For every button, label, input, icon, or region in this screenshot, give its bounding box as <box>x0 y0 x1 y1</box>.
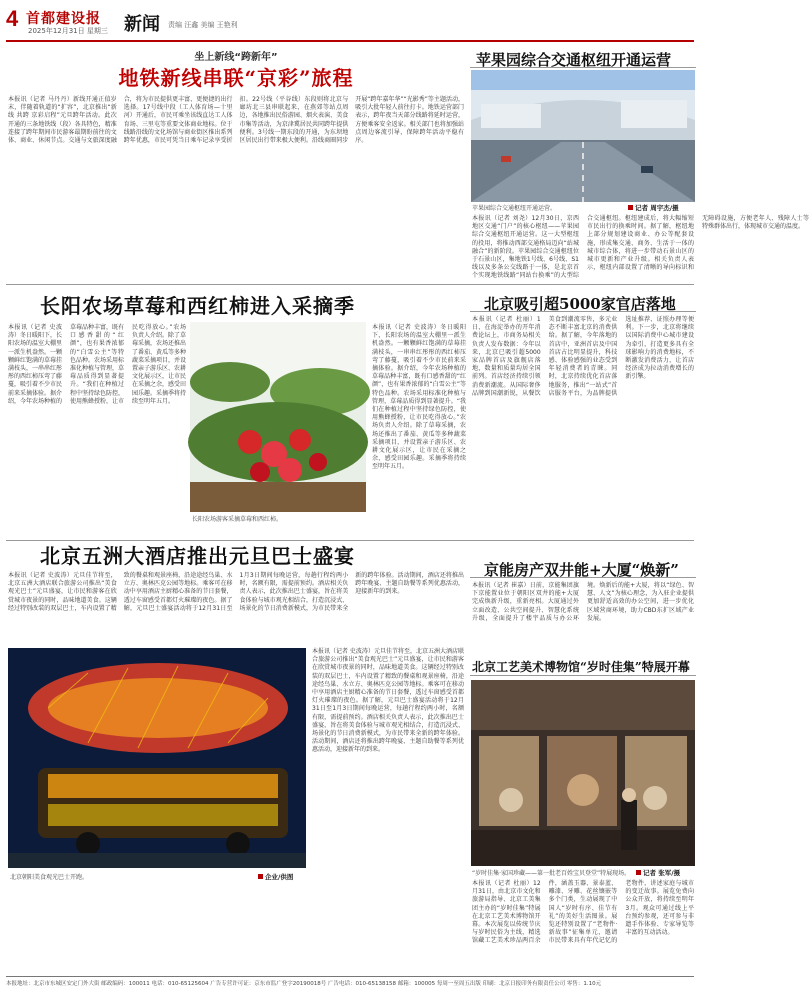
wuzhou-credit <box>258 872 318 882</box>
housing-headline: 京能房产双井能+大厦“焕新” <box>484 561 679 579</box>
museum-caption: “岁时佳集·家国珍藏——第一批老百姓宝贝登堂”特展现场。 <box>472 870 631 877</box>
museum-headline: 北京工艺美术博物馆“岁时佳集”特展开幕 <box>472 660 690 674</box>
masthead <box>6 4 694 42</box>
wuzhou-body-top: 本报讯（记者 史波涛）元旦佳节将至，北京五洲大酒店联合旅游公司推出“美食观光巴士”元旦盛宴，让市民和游客在欣赏城市夜景的同时，品味地道美食。这辆经过特别改装的双层巴士，车内设置了精致的餐桌和观景座椅，沿途途经鸟巢、水立方、奥林匹克公园等地标。乘客可在移动中享用酒店主厨精心准备的节日套餐，透过车窗感受首都灯火璀璨的夜色。据了解，元旦巴士盛宴活动将于12月31日至1月3日期间每晚运营，每趟行程约两小时，名额有限，需提前预约。酒店相关负责人表示，此次推出巴士盛宴，旨在将美食体验与城市观光相结合，打造沉浸式、场景化的节日消费新模式，为市民带来全新的跨年体验。活动期间，酒店还将推出跨年晚宴、主题自助餐等系列优惠活动，迎接新年的到来。 <box>8 572 464 612</box>
museum-photo <box>471 680 695 866</box>
bus-photo <box>8 648 306 868</box>
museum-credit <box>636 868 696 878</box>
housing-header <box>470 556 696 578</box>
credit-marker-icon <box>636 870 641 875</box>
pingguo-credit-text: 记者 周宇杰/摄 <box>635 204 679 212</box>
pingguo-body: 本报讯（记者 刘尧）12月30日，京西地区交通“门户”的核心枢纽——苹果园综合交通枢纽开通运营。这一大型枢纽的投用，将推动西部交通格局迈向“站城融合”的新阶段。苹果园综合交通枢纽位于石景山区，集地铁1号线、6号线、S1线以及多条公交线路于一体，是北京首个实现地铁线路“同站台换乘”的大型综合交通枢纽。枢纽建成后，将大幅缩短市民出行的换乘时间。据了解，枢纽地上部分规划建设商业、办公等配套设施，形成集交通、商务、生活于一体的城市综合体，将进一步带动石景山区的城市更新和产业升级。相关负责人表示，枢纽内部设置了清晰的导向标识和无障碍设施，方便老年人、残障人士等特殊群体出行，体现城市交通的温度。 <box>472 215 809 280</box>
subway-body: 本报讯（记者 马丹丹）新线开通正值岁末，伴随着轨道的“扩容”，北京推出“新线 共跨 京彩启程”元旦跨年活动。此次开通的三条地铁线（段）各具特色，精准连接了跨年期间市民游客最期盼前往的文体、商业、休闲节点。交通与文旅深度融合，将为市民提供更丰富、更便捷的出行选择。17号线中段（工人体育场—十里河）开通后，市民可乘坐该线直达工人体育场、三里屯等重要文体商业地标。位于线路沿线的文化场馆与商业街区推出系列跨年优惠，市民可凭当日乘车记录享受折扣。22号线（平谷线）东段则将北京与廊坊北三县串联起来，在燕郊等站点周边，各地推出民俗游园、烟火表演、美食市集等活动，为京津冀居民共同跨年提供便利。3号线一期东段的开通，为东坝地区居民出行带来极大便利。沿线商圈同步开展“跨年嘉年华”“光影秀”等主题活动，吸引大批年轻人前往打卡。地铁运营部门表示，跨年夜当天部分线路将延时运营，方便乘客安全返家。相关部门也将加强站点周边客流引导，保障跨年活动平稳有序。 <box>8 96 464 145</box>
wuzhou-headline: 北京五洲大酒店推出元旦巴士盛宴 <box>40 544 355 568</box>
changyang-photo <box>190 322 366 512</box>
divider <box>6 284 694 285</box>
pingguo-photo <box>471 70 695 202</box>
dateline: 2025年12月31日 星期三 <box>28 27 108 35</box>
subway-kicker: 坐上新线“跨新年” <box>194 52 278 63</box>
changyang-caption: 长阳农场游客采摘草莓和西红柿。 <box>192 516 283 523</box>
pingguo-headline: 苹果园综合交通枢纽开通运营 <box>476 51 672 69</box>
section-title: 新闻 <box>124 14 160 35</box>
credit-marker-icon <box>258 874 263 879</box>
subway-headline: 地铁新线串联“京彩”旅程 <box>118 66 354 90</box>
museum-header <box>470 654 696 676</box>
museum-body: 本报讯（记者 杜丽）12月31日，由北京市文化和旅游局指导、北京工美集团主办的“岁时佳集”特展在北京工艺美术博物馆开幕。本次展览以传统节庆与岁时民俗为主线，精选馆藏工艺美术珍品两百余件，涵盖玉器、景泰蓝、雕漆、牙雕、花丝镶嵌等多个门类，生动展现了中国人“岁时有序、佳节有礼”的美好生活图景。展览还特别设置了“老物件·新故事”征集单元，邀请市民带来具有年代记忆的老物件，讲述家庭与城市的变迁故事。展览免费向公众开放，将持续至明年3月。观众可通过线上平台预约参观，还可参与非遗手作体验、专家导览等丰富的互动活动。 <box>472 880 694 945</box>
housing-body: 本报讯（记者 崔嘉）日前，京能集团旗下京能置业位于朝阳区双井的能+大厦完成焕新升级，重新亮相。大厦通过外立面改造、公共空间提升、智慧化系统升级，全面提升了楼宇品质与办公环境。焕新后的能+大厦，将以“绿色、智慧、人文”为核心理念，为入驻企业提供更加舒适高效的办公空间，进一步优化区域营商环境，助力CBD东扩区域产业发展。 <box>472 582 694 622</box>
paper-name: 首都建设报 <box>26 11 101 27</box>
talent-headline: 北京吸引超5000家官店落地 <box>484 295 676 313</box>
editors: 责编 汪鑫 美编 王艳利 <box>168 21 238 29</box>
wuzhou-caption: 北京朝阳美食观光巴士开跑。 <box>10 874 89 881</box>
pingguo-credit <box>628 203 694 213</box>
changyang-body-right: 本报讯（记者 史波涛）冬日暖阳下，长阳农场的温室大棚里一派生机盎然。一颗颗鲜红饱满的草莓挂满枝头，一串串红彤彤的西红柿压弯了藤蔓，吸引着不少市民前来采摘体验。据介绍，今年农场种植的草莓品种丰富，既有口感香甜的“红颜”，也有果香浓郁的“白雪公主”等特色品种。农场采用标准化种植与管理，草莓品质得到显著提升。“我们在种植过程中坚持绿色防控，使用熊蜂授粉，让市民吃得放心。”农场负责人介绍。除了草莓采摘，农场还推出了番茄、黄瓜等多种蔬菜采摘项目，并设置亲子游乐区、农耕文化展示区，让市民在采摘之余，感受田园乐趣。采摘季将持续至明年五月。 <box>372 324 466 471</box>
talent-header <box>470 290 696 312</box>
pingguo-header <box>470 46 696 68</box>
pingguo-caption: 苹果园综合交通枢纽开通运营。 <box>472 205 557 212</box>
page-number: 4 <box>6 6 19 31</box>
strawberry-photo <box>190 322 366 512</box>
wuzhou-photo <box>8 648 306 868</box>
wuzhou-credit-text: 企业/供图 <box>265 873 294 881</box>
station-photo <box>471 70 695 202</box>
changyang-body-left: 本报讯（记者 史波涛）冬日暖阳下，长阳农场的温室大棚里一派生机盎然。一颗颗鲜红饱满的草莓挂满枝头，一串串红彤彤的西红柿压弯了藤蔓，吸引着不少市民前来采摘体验。据介绍，今年农场种植的草莓品种丰富，既有口感香甜的“红颜”，也有果香浓郁的“白雪公主”等特色品种。农场采用标准化种植与管理，草莓品质得到显著提升。“我们在种植过程中坚持绿色防控，使用熊蜂授粉，让市民吃得放心。”农场负责人介绍。除了草莓采摘，农场还推出了番茄、黄瓜等多种蔬菜采摘项目，并设置亲子游乐区、农耕文化展示区，让市民在采摘之余，感受田园乐趣。采摘季将持续至明年五月。 <box>8 324 187 405</box>
footer: 本报地址：北京市东城区安定门外大街 邮政编码：100011 电话：010-65125604 广告专营许可证：京东市监广登字20190018号 广告电话：010-65138158 邮箱：100005 每周一至周五出版 印刷：北京日报印务有限责任公司 零售：1.10元 <box>6 976 694 988</box>
talent-body: 本报讯（记者 杜丽）1日，在海淀举办的开年消费论坛上，市商务局相关负责人发布数据：今年以来，北京已吸引超5000家品牌首店及旗舰店落地，数量和质量均居全国前列。首店经济持续引领消费新潮流。从国际奢侈品牌到国潮新锐，从餐饮美食到潮流零售，多元业态不断丰富北京的消费供给。据了解，今年落地的首店中，亚洲首店及中国首店占比明显提升，科技感、体验感强的业态受到年轻消费者的青睐。同时，北京持续优化首店落地服务，推出“一站式”首店服务平台，为品牌提供选址推荐、证照办理等便利。下一步，北京将继续以国际消费中心城市建设为牵引，打造更多具有全球影响力的消费地标，不断激发消费活力，让首店经济成为拉动消费增长的新引擎。 <box>472 316 694 397</box>
wuzhou-body-right: 本报讯（记者 史波涛）元旦佳节将至，北京五洲大酒店联合旅游公司推出“美食观光巴士”元旦盛宴，让市民和游客在欣赏城市夜景的同时，品味地道美食。这辆经过特别改装的双层巴士，车内设置了精致的餐桌和观景座椅，沿途途经鸟巢、水立方、奥林匹克公园等地标。乘客可在移动中享用酒店主厨精心准备的节日套餐，透过车窗感受首都灯火璀璨的夜色。据了解，元旦巴士盛宴活动将于12月31日至1月3日期间每晚运营，每趟行程约两小时，名额有限，需提前预约。酒店相关负责人表示，此次推出巴士盛宴，旨在将美食体验与城市观光相结合，打造沉浸式、场景化的节日消费新模式，为市民带来全新的跨年体验。活动期间，酒店还将推出跨年晚宴、主题自助餐等系列优惠活动，迎接新年的到来。 <box>312 648 464 754</box>
museum-credit-text: 记者 张军/摄 <box>643 869 681 877</box>
changyang-headline: 长阳农场草莓和西红柿进入采摘季 <box>40 294 355 318</box>
exhibition-photo <box>471 680 695 866</box>
credit-marker-icon <box>628 205 633 210</box>
